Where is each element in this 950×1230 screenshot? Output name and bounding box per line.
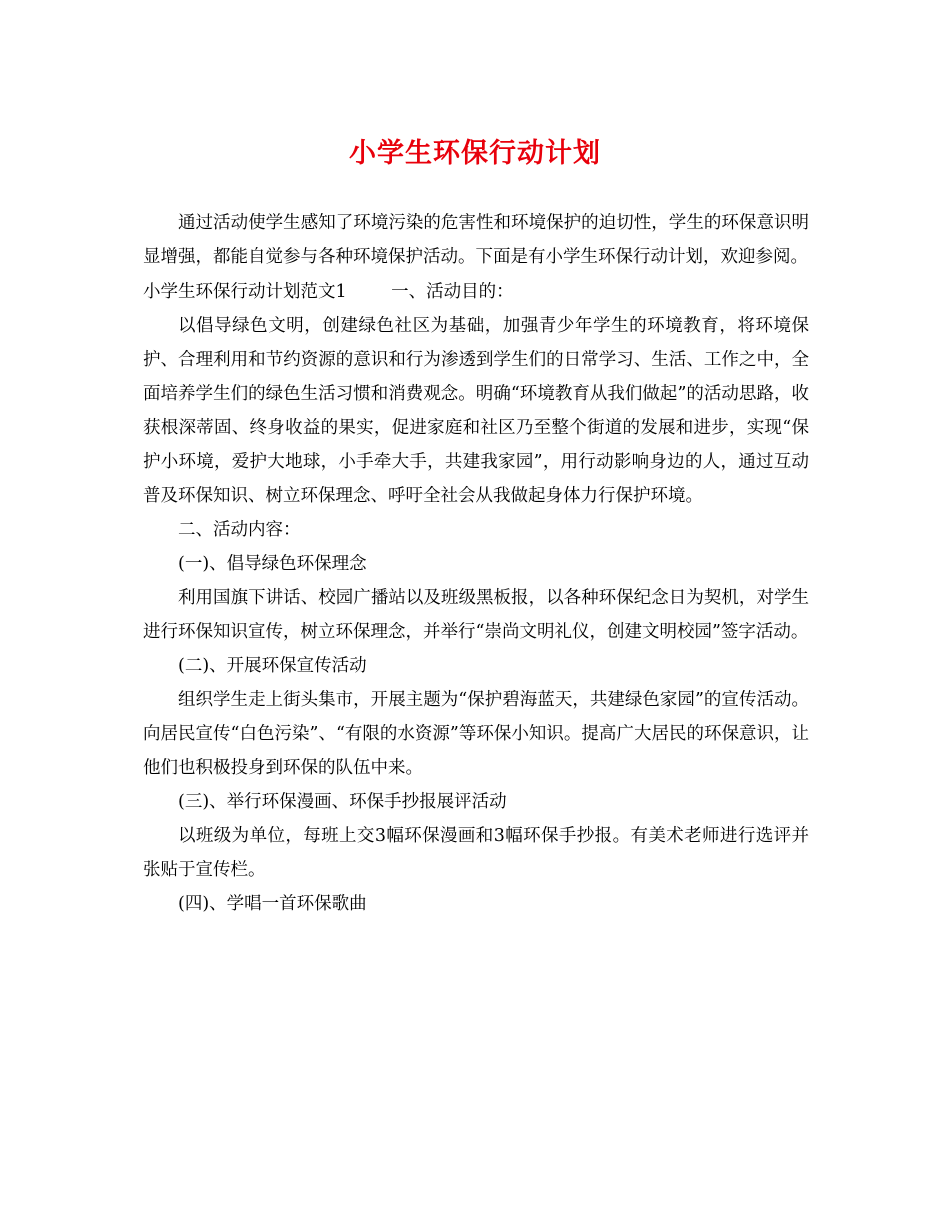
intro-paragraph: 通过活动使学生感知了环境污染的危害性和环境保护的迫切性，学生的环保意识明显增强，都能自觉参与各种环境保护活动。下面是有小学生环保行动计划，欢迎参阅。 — [143, 213, 809, 267]
document-title: 小学生环保行动计划 — [349, 138, 601, 169]
section1-body: 以倡导绿色文明，创建绿色社区为基础，加强青少年学生的环境教育，将环境保护、合理利用和节约资源的意识和行为渗透到学生们的日常学习、生活、工作之中，全面培养学生们的绿色生活习惯和消费观念。明确“环境教育从我们做起”的活动思路，收获根深蒂固、终身收益的果实，促进家庭和社区乃至整个街道的发展和进步，实现“保护小环境，爱护大地球，小手牵大手，共建我家园”，用行动影响身边的人，通过互动普及环保知识、树立环保理念、呼吁全社会从我做起身体力行保护环境。 — [143, 316, 809, 506]
item-heading: (三)、举行环保漫画、环保手抄报展评活动 — [178, 792, 507, 812]
item-heading: (一)、倡导绿色环保理念 — [178, 554, 367, 574]
section2-heading: 二、活动内容： — [178, 520, 301, 540]
item-heading: (二)、开展环保宣传活动 — [178, 656, 367, 676]
item-heading: (四)、学唱一首环保歌曲 — [178, 894, 367, 914]
section1-heading: 一、活动目的： — [391, 282, 514, 302]
item-body: 以班级为单位，每班上交3幅环保漫画和3幅环保手抄报。有美术老师进行选评并张贴于宣传栏。 — [143, 826, 809, 880]
sample-heading-line — [143, 275, 809, 309]
item-body: 利用国旗下讲话、校园广播站以及班级黑板报，以各种环保纪念日为契机，对学生进行环保知识宣传，树立环保理念，并举行“崇尚文明礼仪，创建文明校园”签字活动。 — [143, 588, 809, 642]
document-body — [143, 206, 809, 921]
sample-heading: 小学生环保行动计划范文1 — [143, 282, 347, 302]
item-body: 组织学生走上街头集市，开展主题为“保护碧海蓝天，共建绿色家园”的宣传活动。向居民宣传“白色污染”、“有限的水资源”等环保小知识。提高广大居民的环保意识，让他们也积极投身到环保的队伍中来。 — [143, 690, 809, 778]
